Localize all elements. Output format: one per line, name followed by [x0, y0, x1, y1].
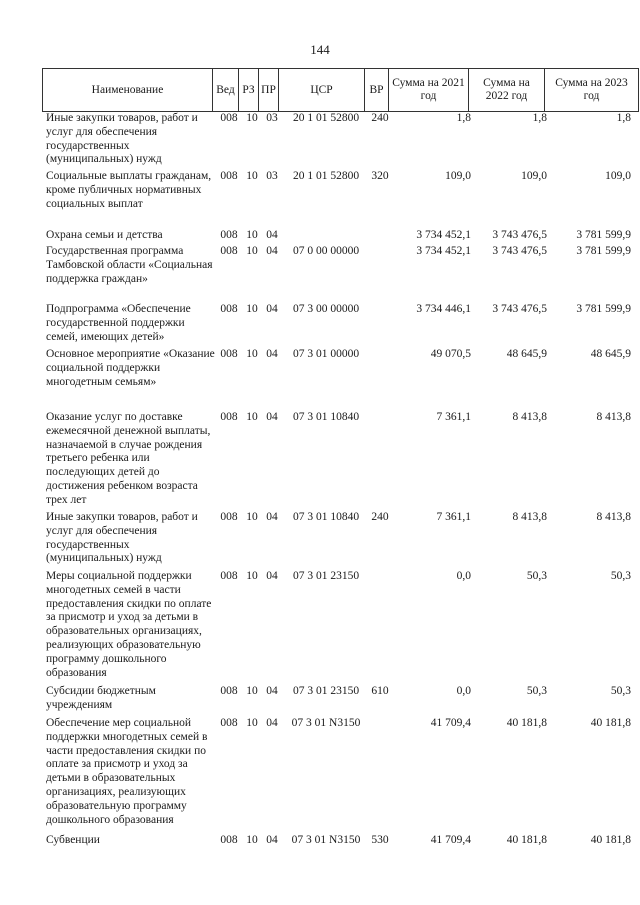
- cell-pr: 04: [266, 834, 278, 846]
- table-row: [0, 717, 640, 834]
- cell-vr: 530: [371, 834, 389, 846]
- cell-sum-2021: 41 709,4: [430, 717, 471, 729]
- cell-rz: 10: [246, 245, 258, 257]
- cell-rz: 10: [246, 834, 258, 846]
- header-sum-2023: Сумма на 2023 год: [545, 69, 639, 112]
- cell-sum-2023: 3 781 599,9: [576, 229, 631, 241]
- table-row: [0, 245, 640, 303]
- header-sum-2022: Сумма на 2022 год: [469, 69, 545, 112]
- table-row: [0, 685, 640, 717]
- cell-sum-2023: 109,0: [605, 170, 631, 182]
- cell-ved: 008: [220, 685, 238, 697]
- cell-sum-2022: 40 181,8: [506, 834, 547, 846]
- cell-name: Охрана семьи и детства: [46, 229, 163, 241]
- cell-vr: 320: [371, 170, 389, 182]
- cell-ved: 008: [220, 170, 238, 182]
- cell-sum-2022: 3 743 476,5: [492, 229, 547, 241]
- cell-pr: 04: [266, 245, 278, 257]
- cell-sum-2022: 48 645,9: [506, 348, 547, 360]
- table-header: [42, 68, 639, 112]
- cell-rz: 10: [246, 411, 258, 423]
- cell-sum-2023: 40 181,8: [590, 834, 631, 846]
- cell-rz: 10: [246, 303, 258, 315]
- cell-pr: 04: [266, 303, 278, 315]
- cell-pr: 03: [266, 112, 278, 124]
- cell-pr: 04: [266, 717, 278, 729]
- cell-csr: 07 0 00 00000: [292, 245, 360, 257]
- cell-sum-2023: 3 781 599,9: [576, 245, 631, 257]
- cell-sum-2021: 0,0: [456, 685, 471, 697]
- cell-sum-2023: 3 781 599,9: [576, 303, 631, 315]
- cell-csr: 07 3 00 00000: [292, 303, 360, 315]
- table-row: [0, 303, 640, 348]
- header-ved: Вед: [213, 69, 239, 112]
- cell-ved: 008: [220, 348, 238, 360]
- cell-rz: 10: [246, 511, 258, 523]
- cell-sum-2021: 109,0: [445, 170, 471, 182]
- cell-csr: 07 3 01 N3150: [291, 717, 361, 729]
- cell-name: Субвенции: [46, 834, 100, 846]
- cell-name: Субсидии бюджетным учреждениям: [46, 685, 156, 711]
- table-row: [0, 348, 640, 411]
- cell-sum-2022: 50,3: [526, 570, 547, 582]
- cell-sum-2021: 3 734 452,1: [416, 229, 471, 241]
- cell-sum-2022: 3 743 476,5: [492, 245, 547, 257]
- cell-name: Обеспечение мер социальной поддержки многодетных семей в части предоставления скидки по оплате за присмотр и уход за детьми в образовательных организациях, реализующих образовательную программу дошкольного образования: [46, 717, 208, 826]
- cell-rz: 10: [246, 570, 258, 582]
- header-rz: РЗ: [239, 69, 259, 112]
- cell-sum-2023: 8 413,8: [596, 411, 631, 423]
- header-name: Наименование: [43, 69, 213, 112]
- cell-sum-2022: 3 743 476,5: [492, 303, 547, 315]
- cell-ved: 008: [220, 570, 238, 582]
- header-pr: ПР: [259, 69, 279, 112]
- cell-pr: 04: [266, 570, 278, 582]
- cell-rz: 10: [246, 685, 258, 697]
- cell-sum-2023: 50,3: [610, 570, 631, 582]
- cell-ved: 008: [220, 245, 238, 257]
- cell-pr: 04: [266, 685, 278, 697]
- table-row: [0, 170, 640, 229]
- table-row: [0, 112, 640, 170]
- cell-sum-2021: 49 070,5: [430, 348, 471, 360]
- cell-sum-2022: 8 413,8: [512, 511, 547, 523]
- cell-sum-2022: 40 181,8: [506, 717, 547, 729]
- cell-name: Государственная программа Тамбовской области «Социальная поддержка граждан»: [46, 245, 213, 285]
- cell-csr: 20 1 01 52800: [292, 170, 360, 182]
- cell-sum-2022: 109,0: [521, 170, 547, 182]
- cell-sum-2023: 50,3: [610, 685, 631, 697]
- cell-rz: 10: [246, 717, 258, 729]
- table-row: [0, 511, 640, 570]
- cell-rz: 10: [246, 112, 258, 124]
- cell-sum-2021: 3 734 452,1: [416, 245, 471, 257]
- table-row: [0, 411, 640, 511]
- table-row: [0, 834, 640, 854]
- cell-rz: 10: [246, 170, 258, 182]
- cell-name: Социальные выплаты гражданам, кроме публичных нормативных социальных выплат: [46, 170, 212, 210]
- cell-sum-2022: 8 413,8: [512, 411, 547, 423]
- cell-rz: 10: [246, 348, 258, 360]
- header-csr: ЦСР: [279, 69, 365, 112]
- cell-csr: 07 3 01 N3150: [291, 834, 361, 846]
- cell-pr: 04: [266, 411, 278, 423]
- cell-pr: 04: [266, 348, 278, 360]
- cell-sum-2021: 7 361,1: [436, 411, 471, 423]
- cell-vr: 610: [371, 685, 389, 697]
- cell-pr: 04: [266, 229, 278, 241]
- table-body: [0, 112, 640, 854]
- cell-vr: 240: [371, 112, 389, 124]
- cell-csr: 07 3 01 23150: [292, 685, 360, 697]
- page-number: 144: [310, 42, 330, 57]
- cell-sum-2021: 3 734 446,1: [416, 303, 471, 315]
- cell-sum-2023: 40 181,8: [590, 717, 631, 729]
- cell-name: Оказание услуг по доставке ежемесячной денежной выплаты, назначаемой в случае рождения третьего ребенка или последующих детей до достижения ребенком возраста трех лет: [46, 411, 211, 506]
- cell-name: Основное мероприятие «Оказание социальной поддержки многодетным семьям»: [46, 348, 215, 388]
- cell-csr: 07 3 01 10840: [292, 411, 360, 423]
- cell-ved: 008: [220, 112, 238, 124]
- header-sum-2021: Сумма на 2021 год: [389, 69, 469, 112]
- cell-rz: 10: [246, 229, 258, 241]
- cell-name: Меры социальной поддержки многодетных семей в части предоставления скидки по оплате за присмотр и уход за детьми в образовательных организациях, реализующих образовательную программу дошкольного образования: [46, 570, 212, 679]
- table-row: [0, 570, 640, 685]
- cell-ved: 008: [220, 834, 238, 846]
- cell-sum-2021: 7 361,1: [436, 511, 471, 523]
- cell-csr: 20 1 01 52800: [292, 112, 360, 124]
- cell-sum-2022: 50,3: [526, 685, 547, 697]
- cell-csr: 07 3 01 00000: [292, 348, 360, 360]
- cell-name: Подпрограмма «Обеспечение государственной поддержки семей, имеющих детей»: [46, 303, 191, 343]
- cell-name: Иные закупки товаров, работ и услуг для обеспечения государственных (муниципальных) нужд: [46, 511, 198, 565]
- header-vr: ВР: [365, 69, 389, 112]
- cell-ved: 008: [220, 229, 238, 241]
- cell-sum-2023: 8 413,8: [596, 511, 631, 523]
- table-row: [0, 229, 640, 245]
- cell-ved: 008: [220, 511, 238, 523]
- cell-ved: 008: [220, 411, 238, 423]
- cell-sum-2021: 0,0: [456, 570, 471, 582]
- cell-sum-2023: 1,8: [616, 112, 631, 124]
- cell-ved: 008: [220, 717, 238, 729]
- cell-csr: 07 3 01 10840: [292, 511, 360, 523]
- cell-vr: 240: [371, 511, 389, 523]
- cell-pr: 03: [266, 170, 278, 182]
- cell-sum-2021: 41 709,4: [430, 834, 471, 846]
- cell-sum-2022: 1,8: [532, 112, 547, 124]
- cell-name: Иные закупки товаров, работ и услуг для обеспечения государственных (муниципальных) нужд: [46, 112, 198, 166]
- cell-sum-2021: 1,8: [456, 112, 471, 124]
- cell-csr: 07 3 01 23150: [292, 570, 360, 582]
- cell-sum-2023: 48 645,9: [590, 348, 631, 360]
- cell-pr: 04: [266, 511, 278, 523]
- cell-ved: 008: [220, 303, 238, 315]
